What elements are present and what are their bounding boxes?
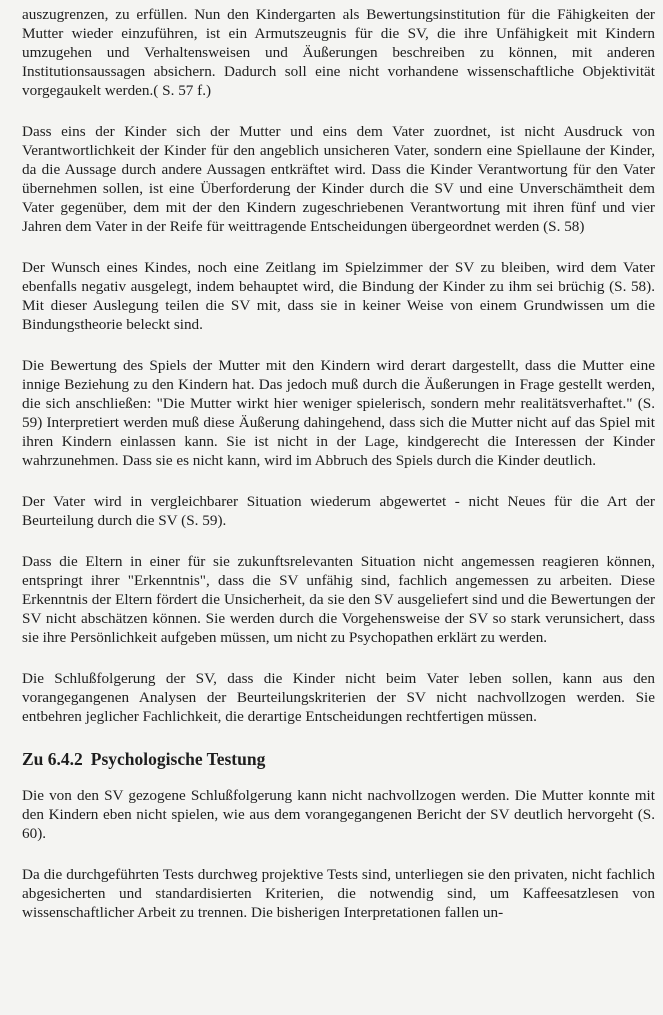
paragraph-spiel-mutter: Die Bewertung des Spiels der Mutter mit den Kindern wird derart dargestellt, dass die Mutter eine innige Beziehung zu den Kindern hat. Das jedoch muß durch die Äußerungen in Frage gestellt werden, die sich anschließen: "Die Mutter wirkt hier weniger spielerisch, sondern mehr realitätsverhaftet." (S. 59) Interpretiert werden muß diese Äußerung dahingehend, dass sich die Mutter nicht auf das Spiel mit ihren Kindern einlassen kann. Sie ist nicht in der Lage, kindgerecht die Interessen der Kinder wahrzunehmen. Dass sie es nicht kann, wird im Abbruch des Spiels durch die Kinder deutlich. xyxy=(22,357,655,469)
paragraph-spielzimmer: Der Wunsch eines Kindes, noch eine Zeitlang im Spielzimmer der SV zu bleiben, wird dem Vater ebenfalls negativ ausgelegt, indem behauptet wird, die Bindung der Kinder zu ihm sei brüchig (S. 58). Mit dieser Auslegung teilen die SV mit, dass sie in keiner Weise von einem Grundwissen um die Bindungstheorie beleckt sind. xyxy=(22,259,655,333)
paragraph-schlussfolgerung: Die Schlußfolgerung der SV, dass die Kinder nicht beim Vater leben sollen, kann aus den vorangegangenen Analysen der Beurteilungskriterien der SV nicht nachvollzogen werden. Sie entbehren jeglicher Fachlichkeit, die derartige Entscheidungen rechtfertigen müssen. xyxy=(22,670,655,725)
section-title: Psychologische Testung xyxy=(90,749,266,769)
paragraph-kindergarten: auszugrenzen, zu erfüllen. Nun den Kindergarten als Bewertungsinstitution für die Fähigkeiten der Mutter wieder einzuführen, ist ein Armutszeugnis für die SV, die ihre Unfähigkeit mit Kindern umzugehen und Verhaltensweisen und Äußerungen beschreiben zu können, mit anderen Institutionsaussagen absichern. Dadurch soll eine nicht vorhandene wissenschaftliche Objektivität vorgegaukelt werden.( S. 57 f.) xyxy=(22,6,655,99)
paragraph-testung-2: Da die durchgeführten Tests durchweg projektive Tests sind, unterliegen sie den privaten, nicht fachlich abgesicherten und standardisierten Kriterien, die notwendig sind, um Kaffeesatzlesen von wissenschaftlicher Arbeit zu trennen. Die bisherigen Interpretationen fallen un- xyxy=(22,866,655,921)
paragraph-vater-abgewertet: Der Vater wird in vergleichbarer Situation wiederum abgewertet - nicht Neues für die Art der Beurteilung durch die SV (S. 59). xyxy=(22,493,655,529)
section-heading xyxy=(22,748,655,770)
section-number: Zu 6.4.2 xyxy=(22,749,83,769)
paragraph-zuordnung: Dass eins der Kinder sich der Mutter und eins dem Vater zuordnet, ist nicht Ausdruck von Verantwortlichkeit der Kinder für den angeblich unsicheren Vater, sondern eine Spiellaune der Kinder, da die Aussage durch andere Aussagen entkräftet wird. Dass die Kinder Verantwortung für den Vater übernehmen sollen, ist eine Überforderung der Kinder durch die SV und eine Unverschämtheit dem Vater gegenüber, dem mit der den Kindern zugeschriebenen Verantwortung mit ihren fünf und vier Jahren dem Vater in der Reife für weittragende Entscheidungen übergeordnet werden (S. 58) xyxy=(22,123,655,235)
paragraph-testung-1: Die von den SV gezogene Schlußfolgerung kann nicht nachvollzogen werden. Die Mutter konnte mit den Kindern eben nicht spielen, wie aus dem vorangegangenen Bericht der SV deutlich hervorgeht (S. 60). xyxy=(22,787,655,842)
paragraph-eltern-unsicherheit: Dass die Eltern in einer für sie zukunftsrelevanten Situation nicht angemessen reagieren können, entspringt ihrer "Erkenntnis", dass die SV unfähig sind, fachlich angemessen zu arbeiten. Diese Erkenntnis der Eltern fördert die Unsicherheit, da sie den SV ausgeliefert sind und die Bewertungen der SV nicht abschätzen können. Sie werden durch die Vorgehensweise der SV so stark verunsichert, dass sie ihre Persönlichkeit aufgeben müssen, um nicht zu Psychopathen erklärt zu werden. xyxy=(22,553,655,646)
